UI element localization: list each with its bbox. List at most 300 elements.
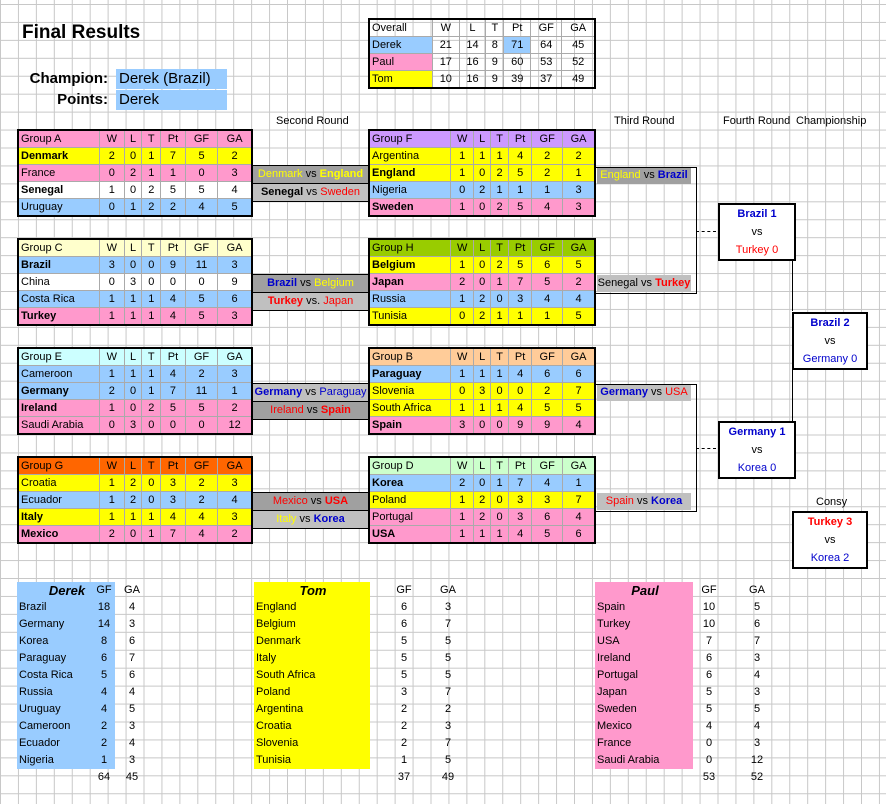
stat-cell: 0 bbox=[491, 509, 509, 526]
stat-cell: 1 bbox=[100, 291, 125, 308]
team-name: Spain bbox=[597, 601, 626, 613]
column-header: GA bbox=[563, 130, 595, 148]
points-value: Derek bbox=[116, 90, 227, 110]
vs-text: vs bbox=[636, 495, 648, 507]
stat-cell: 1 bbox=[532, 182, 563, 199]
stat-cell: 6 bbox=[705, 652, 713, 664]
column-header: Overall bbox=[369, 19, 433, 37]
stat-cell: 5 bbox=[185, 400, 217, 417]
stat-cell: 3 bbox=[444, 720, 452, 732]
player-gf-column bbox=[392, 582, 414, 786]
team-name: Japan bbox=[323, 295, 354, 307]
stat-cell: 0 bbox=[451, 182, 474, 199]
stat-cell: 1 bbox=[491, 182, 509, 199]
stat-cell: 3 bbox=[218, 366, 252, 383]
second-round-match bbox=[253, 165, 368, 184]
stat-cell: 0 bbox=[124, 257, 142, 274]
team-name: Mexico bbox=[18, 526, 100, 544]
stat-cell: 5 bbox=[705, 686, 713, 698]
stat-cell: 1 bbox=[124, 199, 142, 217]
stat-cell: 7 bbox=[161, 526, 186, 544]
stat-cell: 12 bbox=[218, 417, 252, 435]
stat-cell: 5 bbox=[185, 148, 217, 165]
column-header: GF bbox=[185, 457, 217, 475]
stat-cell: 1 bbox=[218, 383, 252, 400]
stat-cell: 1 bbox=[100, 492, 125, 509]
stat-cell: 4 bbox=[705, 720, 713, 732]
team-row bbox=[18, 526, 252, 544]
stat-cell: 5 bbox=[508, 199, 531, 217]
stat-cell: 1 bbox=[142, 291, 161, 308]
team-name: Cameroon bbox=[18, 366, 100, 383]
column-header: Pt bbox=[161, 348, 186, 366]
stat-cell: 0 bbox=[474, 475, 491, 492]
group-c-table bbox=[17, 238, 253, 326]
group-h-table bbox=[368, 238, 596, 326]
stat-cell: 5 bbox=[161, 400, 186, 417]
team-name: South Africa bbox=[369, 400, 451, 417]
team-row bbox=[369, 199, 595, 217]
consy-label: Consy bbox=[816, 496, 848, 508]
team-name: Poland bbox=[256, 686, 291, 698]
score: 1 bbox=[770, 208, 777, 220]
team-row bbox=[18, 492, 252, 509]
stat-cell: 2 bbox=[444, 703, 452, 715]
score: 1 bbox=[779, 426, 786, 438]
team-name: Italy bbox=[18, 509, 100, 526]
stat-cell: 7 bbox=[128, 652, 136, 664]
team-name: Korea bbox=[651, 495, 683, 507]
team-name: Uruguay bbox=[18, 199, 100, 217]
stat-cell: 5 bbox=[444, 669, 452, 681]
stat-cell: 6 bbox=[100, 652, 108, 664]
stat-cell: 5 bbox=[444, 635, 452, 647]
stat-cell: 1 bbox=[474, 526, 491, 544]
consolation-match bbox=[792, 511, 868, 569]
stat-cell: 4 bbox=[563, 291, 595, 308]
stat-cell: 1 bbox=[124, 509, 142, 526]
team-row bbox=[18, 417, 252, 435]
column-header: GF bbox=[532, 457, 563, 475]
stat-cell: 4 bbox=[508, 148, 531, 165]
column-header: GF bbox=[532, 348, 563, 366]
vs-text: vs. bbox=[306, 295, 321, 307]
team-name: Argentina bbox=[256, 703, 304, 715]
stat-cell: 6 bbox=[128, 635, 136, 647]
team-name: Russia bbox=[19, 686, 53, 698]
stat-cell: 52 bbox=[562, 54, 595, 71]
stat-cell: 5 bbox=[100, 669, 108, 681]
stat-cell: 8 bbox=[100, 635, 108, 647]
stat-cell: 3 bbox=[753, 652, 761, 664]
player-ga-column bbox=[745, 582, 767, 786]
stat-cell: 1 bbox=[100, 509, 125, 526]
champion-label: Champion: bbox=[29, 70, 108, 87]
column-header: GF bbox=[185, 130, 217, 148]
column-header: T bbox=[491, 130, 509, 148]
stat-cell: 14 bbox=[459, 37, 486, 54]
stat-cell: 2 bbox=[218, 400, 252, 417]
stat-cell: 0 bbox=[474, 165, 491, 182]
third-round-match bbox=[597, 384, 691, 401]
column-header: Pt bbox=[504, 19, 531, 37]
team-row bbox=[369, 383, 595, 400]
column-header: GA bbox=[563, 457, 595, 475]
team-name: Spain bbox=[605, 495, 634, 507]
stat-cell: 1 bbox=[142, 165, 161, 182]
stat-cell: 1 bbox=[491, 526, 509, 544]
player-gf-column bbox=[697, 582, 719, 786]
stat-cell: 6 bbox=[532, 366, 563, 383]
team-name: Korea bbox=[19, 635, 49, 647]
team-row bbox=[369, 291, 595, 308]
stat-cell: 2 bbox=[491, 165, 509, 182]
stat-cell: 39 bbox=[504, 71, 531, 89]
stat-cell: 1 bbox=[451, 165, 474, 182]
stat-cell: 1 bbox=[451, 291, 474, 308]
stat-cell: 1 bbox=[100, 182, 125, 199]
second-round-match bbox=[253, 383, 368, 402]
column-header: GA bbox=[563, 348, 595, 366]
stat-cell: 2 bbox=[142, 182, 161, 199]
column-header: W bbox=[451, 348, 474, 366]
stat-cell: 4 bbox=[100, 703, 108, 715]
team-row bbox=[369, 509, 595, 526]
stat-cell: 5 bbox=[532, 526, 563, 544]
stat-cell: 2 bbox=[100, 720, 108, 732]
group-name: Group C bbox=[18, 239, 100, 257]
column-header: GA bbox=[563, 239, 595, 257]
team-name: Argentina bbox=[369, 148, 451, 165]
stat-cell: 14 bbox=[97, 618, 111, 630]
column-header: Pt bbox=[161, 457, 186, 475]
stat-cell: 2 bbox=[124, 165, 142, 182]
stat-cell: 0 bbox=[142, 417, 161, 435]
team-name: Tunisia bbox=[256, 754, 292, 766]
stat-cell: 3 bbox=[508, 509, 531, 526]
stat-cell: 0 bbox=[124, 148, 142, 165]
team-name: Turkey bbox=[807, 516, 844, 528]
team-name: Japan bbox=[597, 686, 627, 698]
team-row bbox=[369, 417, 595, 435]
team-name: Senegal bbox=[260, 186, 304, 198]
group-g-table bbox=[17, 456, 253, 544]
player-ga-column bbox=[436, 582, 458, 786]
stat-cell: 0 bbox=[185, 417, 217, 435]
team-name: Saudi Arabia bbox=[597, 754, 660, 766]
stat-cell: 3 bbox=[451, 417, 474, 435]
vs-text: vs bbox=[305, 386, 317, 398]
stat-cell: 1 bbox=[451, 199, 474, 217]
team-row bbox=[369, 492, 595, 509]
column-header: GF bbox=[96, 584, 112, 596]
stat-cell: 1 bbox=[491, 308, 509, 326]
stat-cell: 3 bbox=[128, 754, 136, 766]
column-header: W bbox=[433, 19, 460, 37]
stat-cell: 3 bbox=[124, 417, 142, 435]
group-header-row bbox=[369, 239, 595, 257]
stat-cell: 0 bbox=[161, 274, 186, 291]
score: 3 bbox=[846, 516, 853, 528]
stat-cell: 5 bbox=[218, 199, 252, 217]
group-name: Group E bbox=[18, 348, 100, 366]
team-name: USA bbox=[324, 495, 349, 507]
fourth-round-match-1 bbox=[718, 203, 796, 261]
column-header: L bbox=[124, 457, 142, 475]
team-name: Brazil bbox=[19, 601, 47, 613]
stat-cell: 6 bbox=[532, 257, 563, 274]
stat-cell: 1 bbox=[451, 148, 474, 165]
group-header-row bbox=[18, 239, 252, 257]
column-header: GA bbox=[218, 348, 252, 366]
stat-cell: 3 bbox=[563, 182, 595, 199]
stat-cell: 4 bbox=[532, 291, 563, 308]
group-name: Group B bbox=[369, 348, 451, 366]
team-name: South Africa bbox=[256, 669, 316, 681]
column-header: T bbox=[142, 239, 161, 257]
group-header-row bbox=[369, 130, 595, 148]
third-round-match bbox=[597, 493, 691, 510]
stat-cell: 3 bbox=[218, 165, 252, 182]
column-header: T bbox=[491, 239, 509, 257]
stat-cell: 1 bbox=[491, 400, 509, 417]
column-header: Pt bbox=[508, 457, 531, 475]
stat-cell: 1 bbox=[491, 366, 509, 383]
team-row bbox=[18, 308, 252, 326]
stat-cell: 2 bbox=[142, 199, 161, 217]
second-round-match bbox=[253, 183, 368, 202]
stat-cell: 60 bbox=[504, 54, 531, 71]
team-name: Mexico bbox=[597, 720, 632, 732]
vs-text: vs bbox=[306, 404, 318, 416]
stat-cell: 0 bbox=[451, 383, 474, 400]
team-name: Paraguay bbox=[369, 366, 451, 383]
stat-cell: 1 bbox=[124, 308, 142, 326]
score: 2 bbox=[843, 552, 850, 564]
column-header: GF bbox=[185, 348, 217, 366]
stat-cell: 1 bbox=[100, 366, 125, 383]
stat-cell: 4 bbox=[100, 686, 108, 698]
team-name: Portugal bbox=[369, 509, 451, 526]
stat-cell: 0 bbox=[491, 417, 509, 435]
stat-cell: 2 bbox=[474, 492, 491, 509]
team-name: Turkey bbox=[597, 618, 631, 630]
team-name: USA bbox=[369, 526, 451, 544]
stat-cell: 7 bbox=[444, 737, 452, 749]
column-header: W bbox=[100, 457, 125, 475]
stat-cell: 1 bbox=[124, 366, 142, 383]
group-name: Group A bbox=[18, 130, 100, 148]
stat-cell: 6 bbox=[128, 669, 136, 681]
column-header: GA bbox=[440, 584, 456, 596]
stat-cell: 0 bbox=[124, 400, 142, 417]
team-row bbox=[369, 148, 595, 165]
stat-cell: 5 bbox=[532, 274, 563, 291]
stat-cell: 6 bbox=[218, 291, 252, 308]
team-name: Ireland bbox=[597, 652, 631, 664]
stat-cell: 1 bbox=[124, 291, 142, 308]
stat-cell: 5 bbox=[508, 257, 531, 274]
team-name: Cameroon bbox=[19, 720, 71, 732]
team-name: Belgium bbox=[369, 257, 451, 274]
team-name: Turkey bbox=[735, 244, 770, 256]
column-header: T bbox=[142, 348, 161, 366]
stat-cell: 2 bbox=[400, 703, 408, 715]
stat-cell: 0 bbox=[124, 526, 142, 544]
stat-cell: 16 bbox=[459, 71, 486, 89]
column-header: GF bbox=[701, 584, 717, 596]
group-f-table bbox=[368, 129, 596, 217]
team-name: Senegal bbox=[597, 277, 638, 289]
stat-cell: 49 bbox=[562, 71, 595, 89]
stat-cell: 3 bbox=[124, 274, 142, 291]
group-name: Group F bbox=[369, 130, 451, 148]
team-name: Korea bbox=[810, 552, 841, 564]
team-name: Costa Rica bbox=[19, 669, 73, 681]
stat-cell: 1 bbox=[400, 754, 408, 766]
stat-cell: 0 bbox=[124, 383, 142, 400]
stat-cell: 3 bbox=[532, 492, 563, 509]
stat-cell: 5 bbox=[444, 754, 452, 766]
total-cell: 64 bbox=[97, 771, 111, 783]
team-name: Belgium bbox=[256, 618, 296, 630]
stat-cell: 8 bbox=[486, 37, 504, 54]
team-name: Costa Rica bbox=[18, 291, 100, 308]
column-header: T bbox=[486, 19, 504, 37]
stat-cell: 5 bbox=[563, 400, 595, 417]
player-paul-team-list bbox=[595, 582, 693, 769]
team-row bbox=[369, 165, 595, 182]
vs-text: vs bbox=[824, 534, 836, 546]
stat-cell: 37 bbox=[531, 71, 562, 89]
stat-cell: 10 bbox=[433, 71, 460, 89]
stat-cell: 7 bbox=[161, 148, 186, 165]
vs-text: vs bbox=[305, 168, 317, 180]
champion-value: Derek (Brazil) bbox=[116, 69, 227, 89]
column-header: W bbox=[100, 348, 125, 366]
stat-cell: 1 bbox=[100, 400, 125, 417]
column-header: L bbox=[124, 239, 142, 257]
team-name: Slovenia bbox=[256, 737, 299, 749]
stat-cell: 3 bbox=[128, 618, 136, 630]
team-name: Brazil bbox=[737, 208, 768, 220]
stat-cell: 2 bbox=[563, 274, 595, 291]
stat-cell: 4 bbox=[128, 737, 136, 749]
overall-row bbox=[369, 54, 595, 71]
stat-cell: 10 bbox=[702, 618, 716, 630]
stat-cell: 1 bbox=[451, 526, 474, 544]
team-row bbox=[18, 475, 252, 492]
team-name: Germany bbox=[18, 383, 100, 400]
stat-cell: 2 bbox=[400, 737, 408, 749]
stat-cell: 3 bbox=[218, 509, 252, 526]
stat-cell: 2 bbox=[474, 182, 491, 199]
team-name: England bbox=[256, 601, 297, 613]
stat-cell: 0 bbox=[491, 291, 509, 308]
stat-cell: 1 bbox=[508, 182, 531, 199]
team-name: Italy bbox=[256, 652, 277, 664]
stat-cell: 1 bbox=[474, 366, 491, 383]
stat-cell: 1 bbox=[142, 526, 161, 544]
third-round-label: Third Round bbox=[614, 115, 675, 127]
stat-cell: 1 bbox=[100, 475, 125, 492]
stat-cell: 4 bbox=[185, 526, 217, 544]
stat-cell: 6 bbox=[705, 669, 713, 681]
second-round-label: Second Round bbox=[276, 115, 349, 127]
stat-cell: 2 bbox=[185, 475, 217, 492]
stat-cell: 1 bbox=[142, 308, 161, 326]
team-name: Senegal bbox=[18, 182, 100, 199]
stat-cell: 0 bbox=[142, 257, 161, 274]
vs-text: vs bbox=[643, 169, 655, 181]
stat-cell: 1 bbox=[451, 509, 474, 526]
column-header: Pt bbox=[508, 239, 531, 257]
stat-cell: 0 bbox=[100, 274, 125, 291]
team-name: Turkey bbox=[18, 308, 100, 326]
team-name: Poland bbox=[369, 492, 451, 509]
stat-cell: 7 bbox=[161, 383, 186, 400]
column-header: W bbox=[451, 239, 474, 257]
stat-cell: 2 bbox=[100, 383, 125, 400]
column-header: L bbox=[459, 19, 486, 37]
stat-cell: 2 bbox=[451, 274, 474, 291]
stat-cell: 45 bbox=[562, 37, 595, 54]
team-row bbox=[369, 257, 595, 274]
stat-cell: 11 bbox=[185, 383, 217, 400]
stat-cell: 7 bbox=[705, 635, 713, 647]
stat-cell: 2 bbox=[474, 308, 491, 326]
team-row bbox=[18, 148, 252, 165]
stat-cell: 5 bbox=[753, 703, 761, 715]
column-header: W bbox=[451, 130, 474, 148]
stat-cell: 9 bbox=[218, 274, 252, 291]
stat-cell: 53 bbox=[531, 54, 562, 71]
stat-cell: 3 bbox=[444, 601, 452, 613]
team-name: Paraguay bbox=[19, 652, 67, 664]
team-row bbox=[369, 366, 595, 383]
team-name: Denmark bbox=[257, 168, 303, 180]
group-header-row bbox=[369, 348, 595, 366]
team-name: Croatia bbox=[256, 720, 292, 732]
stat-cell: 5 bbox=[400, 635, 408, 647]
column-header: Pt bbox=[508, 130, 531, 148]
team-name: Croatia bbox=[18, 475, 100, 492]
stat-cell: 0 bbox=[124, 182, 142, 199]
stat-cell: 2 bbox=[491, 199, 509, 217]
column-header: T bbox=[491, 348, 509, 366]
team-name: Nigeria bbox=[369, 182, 451, 199]
team-name: Denmark bbox=[18, 148, 100, 165]
stat-cell: 4 bbox=[532, 475, 563, 492]
championship-label: Championship bbox=[796, 115, 867, 127]
stat-cell: 1 bbox=[161, 165, 186, 182]
stat-cell: 4 bbox=[185, 199, 217, 217]
stat-cell: 4 bbox=[563, 417, 595, 435]
stat-cell: 0 bbox=[451, 308, 474, 326]
team-name: Japan bbox=[369, 274, 451, 291]
team-name: France bbox=[18, 165, 100, 182]
stat-cell: 0 bbox=[474, 417, 491, 435]
stat-cell: 1 bbox=[474, 148, 491, 165]
stat-cell: 4 bbox=[563, 509, 595, 526]
stat-cell: 2 bbox=[161, 199, 186, 217]
player-name: Tom bbox=[299, 583, 327, 598]
team-name: Italy bbox=[276, 513, 297, 525]
stat-cell: 5 bbox=[563, 308, 595, 326]
team-name: Germany bbox=[600, 386, 648, 398]
fourth-round-match-2 bbox=[718, 421, 796, 479]
stat-cell: 0 bbox=[474, 257, 491, 274]
